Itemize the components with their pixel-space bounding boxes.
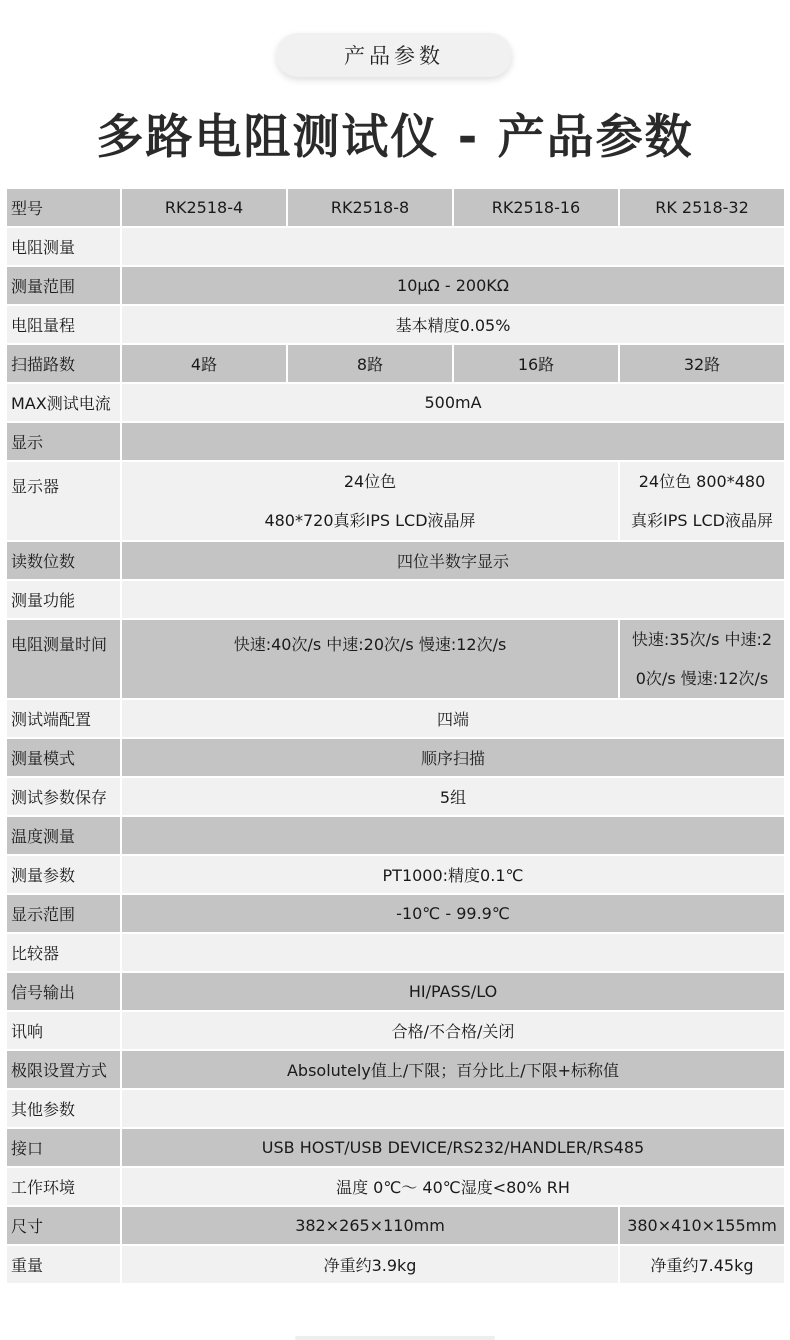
table-row-temp-param [7, 856, 784, 893]
table-row-digits [7, 542, 784, 579]
row-label: 扫描路数 [7, 345, 120, 382]
row-value: Absolutely值上/下限；百分比上/下限+标称值 [122, 1051, 784, 1088]
section-row-display [7, 423, 784, 460]
value-line: 快速:35次/s 中速:2 [631, 630, 773, 649]
row-value: 500mA [122, 384, 784, 421]
table-row-scan-channels [7, 345, 784, 382]
row-label: 电阻量程 [7, 306, 120, 343]
row-label: 极限设置方式 [7, 1051, 120, 1088]
section-filler [122, 934, 784, 971]
table-row-size [7, 1207, 784, 1244]
row-value: PT1000:精度0.1℃ [122, 856, 784, 893]
table-row-model [7, 189, 784, 226]
section-row-resistance [7, 228, 784, 265]
row-label: 读数位数 [7, 542, 120, 579]
row-value: 382×265×110mm [122, 1207, 618, 1244]
section-filler [122, 1090, 784, 1127]
table-row-limit [7, 1051, 784, 1088]
row-value [122, 462, 618, 540]
row-value: 快速:40次/s 中速:20次/s 慢速:12次/s [122, 620, 618, 698]
section-label: 比较器 [7, 934, 120, 971]
row-label: 测量参数 [7, 856, 120, 893]
table-row-beep [7, 1012, 784, 1049]
value-line: 真彩IPS LCD液晶屏 [630, 511, 774, 530]
row-value [620, 620, 784, 698]
table-row-range [7, 267, 784, 304]
row-value: 四位半数字显示 [122, 542, 784, 579]
row-label: 型号 [7, 189, 120, 226]
row-value: USB HOST/USB DEVICE/RS232/HANDLER/RS485 [122, 1129, 784, 1166]
row-label: 显示器 [7, 462, 120, 540]
row-value: HI/PASS/LO [122, 973, 784, 1010]
model-cell: RK2518-4 [122, 189, 286, 226]
row-value: 380×410×155mm [620, 1207, 784, 1244]
table-row-save [7, 778, 784, 815]
row-label: 信号输出 [7, 973, 120, 1010]
table-row-temp-range [7, 895, 784, 932]
value-line: 480*720真彩IPS LCD液晶屏 [264, 511, 476, 530]
row-label: MAX测试电流 [7, 384, 120, 421]
table-row-weight [7, 1246, 784, 1283]
table-row-terminal [7, 700, 784, 737]
spec-table [5, 187, 786, 1285]
row-label: 工作环境 [7, 1168, 120, 1205]
value-line: 24位色 800*480 [638, 472, 766, 491]
section-filler [122, 817, 784, 854]
table-row-measure-time [7, 620, 784, 698]
model-cell: RK2518-16 [454, 189, 618, 226]
table-row-interface [7, 1129, 784, 1166]
model-cell: RK 2518-32 [620, 189, 784, 226]
table-row-max-current [7, 384, 784, 421]
row-label: 测量模式 [7, 739, 120, 776]
row-value [620, 462, 784, 540]
row-label: 电阻测量时间 [7, 620, 120, 698]
section-filler [122, 228, 784, 265]
value-line: 24位色 [343, 472, 397, 491]
row-value: 5组 [122, 778, 784, 815]
table-row-environment [7, 1168, 784, 1205]
page-title: 多路电阻测试仪 - 产品参数 [96, 110, 694, 165]
section-filler [122, 581, 784, 618]
row-value: 温度 0℃～ 40℃湿度<80% RH [122, 1168, 784, 1205]
section-filler [122, 423, 784, 460]
table-row-display-screen [7, 462, 784, 540]
row-value: 32路 [620, 345, 784, 382]
row-label: 尺寸 [7, 1207, 120, 1244]
row-value: 10μΩ - 200KΩ [122, 267, 784, 304]
row-label: 重量 [7, 1246, 120, 1283]
table-row-resistance-range [7, 306, 784, 343]
section-row-comparator [7, 934, 784, 971]
section-row-temperature [7, 817, 784, 854]
section-label: 显示 [7, 423, 120, 460]
section-row-function [7, 581, 784, 618]
model-cell: RK2518-8 [288, 189, 452, 226]
value-line: 0次/s 慢速:12次/s [635, 669, 769, 688]
row-value: 合格/不合格/关闭 [122, 1012, 784, 1049]
row-label: 测试端配置 [7, 700, 120, 737]
section-label: 测量功能 [7, 581, 120, 618]
row-label: 测试参数保存 [7, 778, 120, 815]
row-label: 显示范围 [7, 895, 120, 932]
row-value: -10℃ - 99.9℃ [122, 895, 784, 932]
section-row-other [7, 1090, 784, 1127]
section-label: 温度测量 [7, 817, 120, 854]
row-value: 8路 [288, 345, 452, 382]
row-value: 16路 [454, 345, 618, 382]
row-label: 测量范围 [7, 267, 120, 304]
table-row-signal [7, 973, 784, 1010]
row-value: 四端 [122, 700, 784, 737]
row-value: 顺序扫描 [122, 739, 784, 776]
row-value: 4路 [122, 345, 286, 382]
row-value: 净重约7.45kg [620, 1246, 784, 1283]
row-value: 净重约3.9kg [122, 1246, 618, 1283]
row-value: 基本精度0.05% [122, 306, 784, 343]
row-label: 讯响 [7, 1012, 120, 1049]
section-label: 其他参数 [7, 1090, 120, 1127]
table-row-mode [7, 739, 784, 776]
section-label: 电阻测量 [7, 228, 120, 265]
section-pill: 产品参数 [276, 33, 512, 77]
row-label: 接口 [7, 1129, 120, 1166]
bottom-divider [295, 1336, 495, 1340]
